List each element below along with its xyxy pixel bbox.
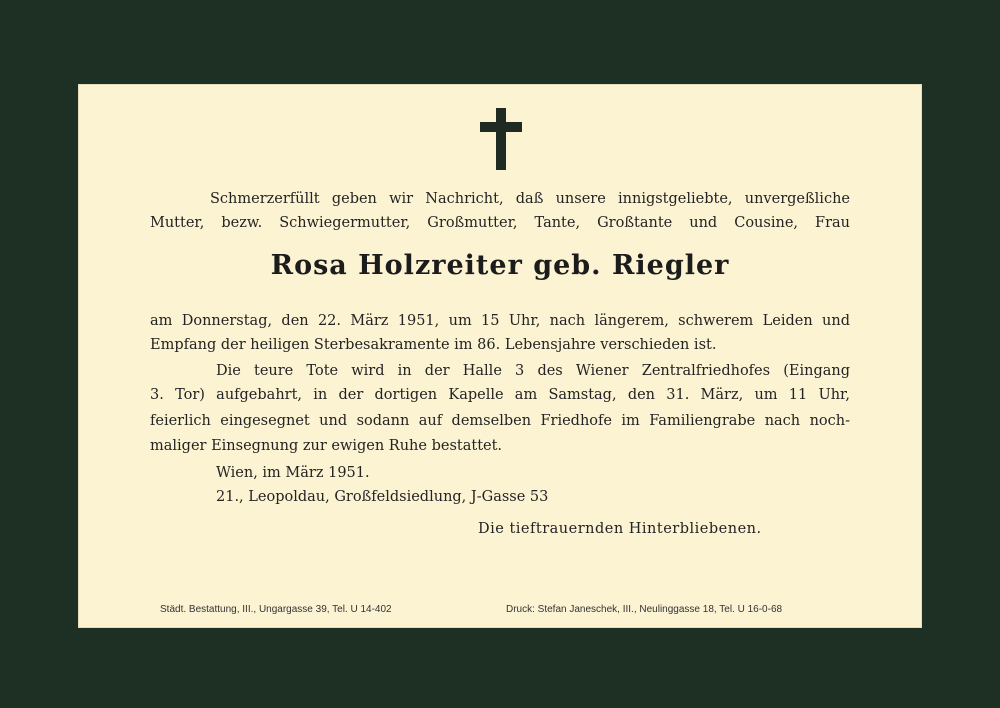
death-notice-card <box>78 84 922 628</box>
footer-printer: Druck: Stefan Janeschek, III., Neulinggasse 18, Tel. U 16-0-68 <box>506 604 783 615</box>
closing-signature: Die tieftrauernden Hinterbliebenen. <box>478 521 762 537</box>
deceased-name: Rosa Holzreiter geb. Riegler <box>270 250 730 281</box>
footer-funeral-service: Städt. Bestattung, III., Ungargasse 39, Tel. U 14-402 <box>160 604 392 615</box>
intro-line-1: Schmerzerfüllt geben wir Nachricht, daß unsere innigstgeliebte, unvergeßliche <box>210 191 850 207</box>
body-line-5: feierlich eingesegnet und sodann auf demselben Friedhofe im Familiengrabe nach noch- <box>150 413 850 429</box>
place-date: Wien, im März 1951. <box>216 465 370 481</box>
body-line-3: Die teure Tote wird in der Halle 3 des Wiener Zentralfriedhofes (Eingang <box>216 363 850 379</box>
cross-icon <box>480 108 522 170</box>
address: 21., Leopoldau, Großfeldsiedlung, J-Gasse 53 <box>216 489 549 505</box>
body-line-2: Empfang der heiligen Sterbesakramente im 86. Lebensjahre verschieden ist. <box>150 337 717 353</box>
body-line-6: maliger Einsegnung zur ewigen Ruhe bestattet. <box>150 438 503 454</box>
body-line-1: am Donnerstag, den 22. März 1951, um 15 Uhr, nach längerem, schwerem Leiden und <box>150 313 850 329</box>
body-line-4: 3. Tor) aufgebahrt, in der dortigen Kapelle am Samstag, den 31. März, um 11 Uhr, <box>150 387 850 403</box>
intro-line-2: Mutter, bezw. Schwiegermutter, Großmutter, Tante, Großtante und Cousine, Frau <box>150 215 850 231</box>
